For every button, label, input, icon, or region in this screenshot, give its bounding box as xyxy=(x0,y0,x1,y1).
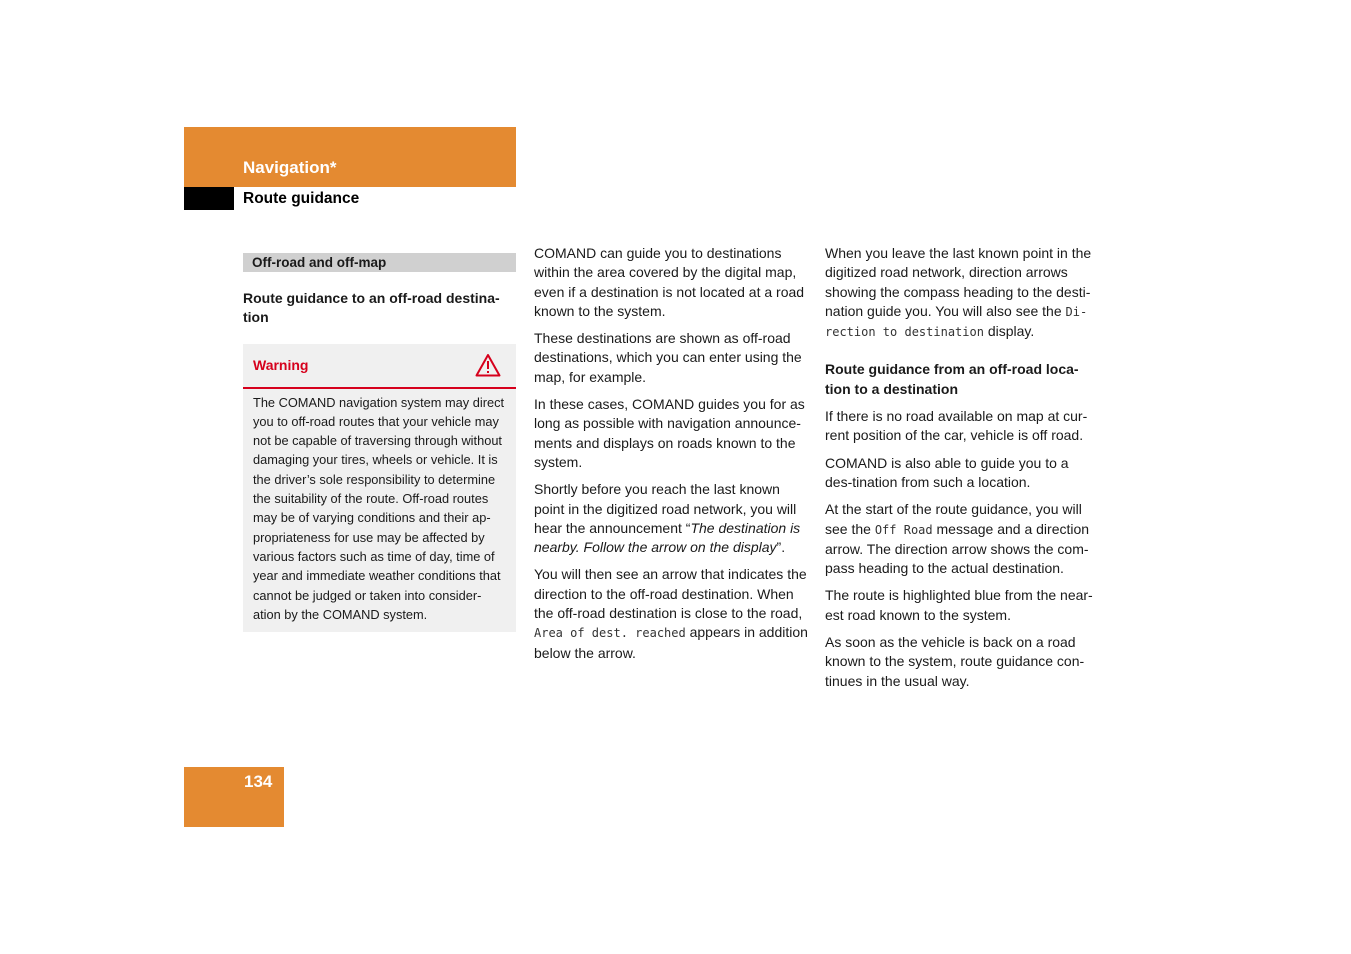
announcement-text: The destination is nearby. Follow the arrow on the display xyxy=(534,519,801,556)
paragraph: COMAND can guide you to destinations within the area covered by the digital map, even if a destination is not located at a road known to the system. xyxy=(534,245,805,319)
warning-label: Warning xyxy=(253,356,309,373)
text-run: Shortly before you reach the last known point in the digitized road network, you will hear the announcement “ xyxy=(534,481,797,536)
chapter-title: Navigation* xyxy=(243,158,337,177)
warning-header xyxy=(243,344,516,389)
section-marker xyxy=(184,187,234,210)
text-run: When you leave the last known point in the digitized road network, direction arrows showing the compass heading to the desti-nation guide you. You will also see the xyxy=(825,245,1092,319)
paragraph: COMAND is also able to guide you to a des-tination from such a location. xyxy=(825,454,1069,490)
display-message: Di-rection to destination xyxy=(825,304,1088,340)
warning-box xyxy=(243,344,516,633)
warning-triangle-icon xyxy=(475,353,501,377)
text-run: You will then see an arrow that indicates the direction to the off-road destination. When the off-road destination is close to the road, xyxy=(534,566,807,622)
subheading: Route guidance from an off-road loca-tion to a destination xyxy=(825,361,1079,397)
paragraph xyxy=(825,500,1099,578)
display-message: Area of dest. reached xyxy=(534,626,686,641)
subheading: Route guidance to an off-road destina-tion xyxy=(243,290,500,326)
text-run: At the start of the route guidance, you will see the xyxy=(825,501,1082,537)
paragraph: The route is highlighted blue from the near-est road known to the system. xyxy=(825,587,1093,623)
paragraph: As soon as the vehicle is back on a road known to the system, route guidance con-tinues in the usual way. xyxy=(825,634,1085,689)
paragraph: These destinations are shown as off-road destinations, which you can enter using the map, for example. xyxy=(534,330,802,385)
page-number: 134 xyxy=(244,772,273,791)
paragraph xyxy=(825,244,1099,342)
left-column xyxy=(243,244,516,632)
warning-text: The COMAND navigation system may direct you to off-road routes that your vehicle may not be capable of traversing through without damaging your tires, wheels or vehicle. It is the driver’s sole responsibility to determine the suitability of the route. Off-road routes may be of varying conditions and their ap-propriateness for use may be affected by various factors such as time of day, time of year and immediate weather conditions that cannot be judged or taken into consider-ation by the COMAND system. xyxy=(253,394,505,622)
paragraph xyxy=(534,480,808,557)
middle-column xyxy=(534,244,808,671)
text-run: appears in addition below the arrow. xyxy=(534,624,808,661)
right-column xyxy=(825,244,1099,699)
section-title: Route guidance xyxy=(243,190,360,207)
paragraph: If there is no road available on map at cur-rent position of the car, vehicle is off road. xyxy=(825,408,1088,444)
text-run: message and a direction arrow. The direction arrow shows the com-pass heading to the actual destination. xyxy=(825,520,1090,577)
display-message: Off Road xyxy=(874,522,933,537)
text-run: display. xyxy=(983,323,1035,340)
topic-heading: Off-road and off-map xyxy=(243,253,516,272)
chapter-header-bar xyxy=(184,127,516,187)
paragraph: In these cases, COMAND guides you for as long as possible with navigation announce-ments and displays on roads known to the system. xyxy=(534,396,805,470)
paragraph xyxy=(534,565,808,662)
text-run: ”. xyxy=(776,539,786,556)
